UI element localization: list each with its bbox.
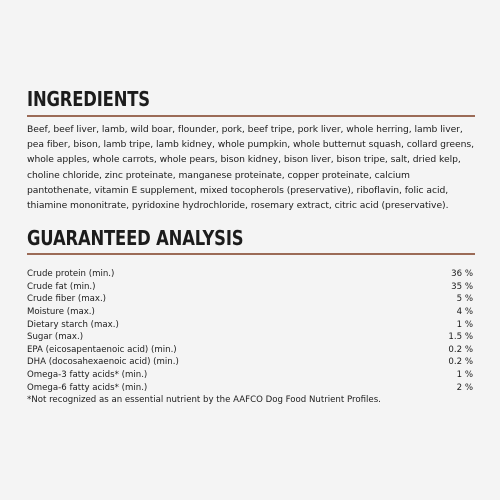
analysis-row: [27, 331, 473, 344]
analysis-row: [27, 293, 473, 306]
guaranteed-analysis-heading: GUARANTEED ANALYSIS: [27, 226, 244, 251]
analysis-value: 1 %: [456, 369, 473, 380]
analysis-value: 1 %: [456, 319, 473, 330]
analysis-row: [27, 319, 473, 332]
ingredients-heading: INGREDIENTS: [27, 87, 150, 111]
analysis-label: Moisture (max.): [27, 307, 95, 317]
analysis-label: Crude fat (min.): [27, 281, 96, 292]
analysis-label: Dietary starch (max.): [27, 319, 119, 330]
analysis-row: [27, 356, 473, 369]
analysis-footnote: *Not recognized as an essential nutrient by the AAFCO Dog Food Nutrient Profiles.: [27, 395, 381, 406]
analysis-label: Crude fiber (max.): [27, 294, 107, 305]
analysis-value: 0.2 %: [448, 357, 473, 368]
analysis-row: [27, 369, 473, 382]
analysis-value: 0.2 %: [448, 344, 473, 355]
analysis-row: [27, 306, 473, 319]
analysis-label: Omega-3 fatty acids* (min.): [27, 369, 148, 380]
analysis-row: [27, 344, 473, 357]
analysis-value: 36 %: [451, 269, 473, 280]
analysis-value: 1.5 %: [448, 332, 473, 343]
nutrition-panel: [27, 88, 475, 407]
analysis-value: 4 %: [456, 307, 473, 317]
analysis-label: EPA (eicosapentaenoic acid) (min.): [27, 344, 177, 355]
analysis-label: Crude protein (min.): [27, 269, 115, 280]
ingredients-divider: [27, 115, 475, 117]
analysis-value: 2 %: [456, 382, 473, 393]
analysis-value: 35 %: [451, 281, 473, 292]
analysis-table: [27, 268, 473, 407]
analysis-value: 5 %: [456, 294, 473, 305]
ingredients-list: Beef, beef liver, lamb, wild boar, flounder, pork, beef tripe, pork liver, whole herring, lamb liver, pea fiber, bison, lamb tripe, lamb kidney, whole pumpkin, whole butternut squash, collard greens, whole apples, whole carrots, whole pears, bison kidney, bison liver, bison tripe, salt, dried kelp, choline chloride, zinc proteinate, manganese proteinate, copper proteinate, calcium pantothenate, vitamin E supplement, mixed tocopherols (preservative), riboflavin, folic acid, thiamine mononitrate, pyridoxine hydrochloride, rosemary extract, citric acid (preservative).: [27, 124, 474, 212]
analysis-label: Sugar (max.): [27, 332, 84, 343]
analysis-divider: [27, 253, 475, 255]
analysis-row: [27, 382, 473, 395]
analysis-label: Omega-6 fatty acids* (min.): [27, 382, 148, 393]
analysis-row: [27, 281, 473, 294]
analysis-row: [27, 268, 473, 281]
analysis-label: DHA (docosahexaenoic acid) (min.): [27, 357, 179, 368]
